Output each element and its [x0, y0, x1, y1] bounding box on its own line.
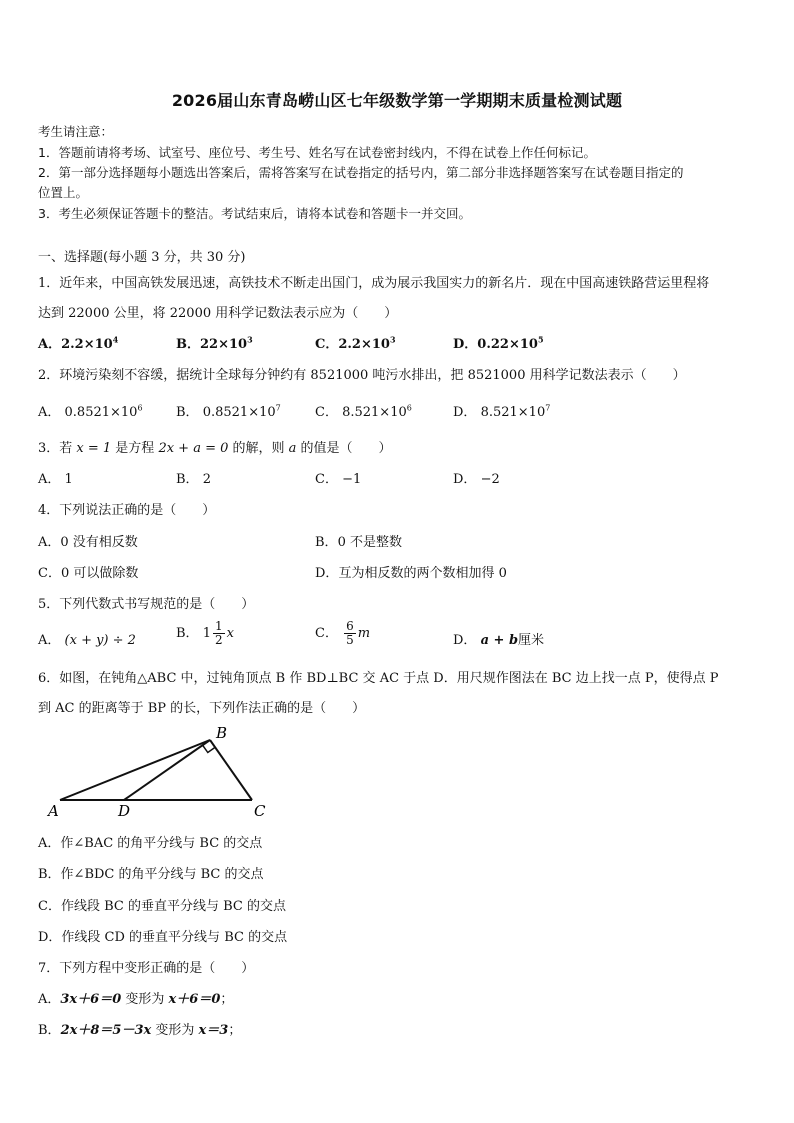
- notice-item-3: 3．考生必须保证答题卡的整洁。考试结束后，请将本试卷和答题卡一并交回。: [38, 206, 471, 221]
- q3-stem: 3．若 x = 1 是方程 2x + a = 0 的解，则 a 的值是（ ）: [38, 441, 392, 456]
- q7-option-b: B．2x＋8＝5－3x 变形为 x＝3；: [38, 1023, 242, 1038]
- q2-option-b: B． $0.8521\times 10^7$: [176, 403, 281, 420]
- q4-option-d: D．互为相反数的两个数相加得 0: [315, 566, 507, 581]
- point-a-label: A: [48, 802, 59, 820]
- point-d-label: D: [118, 802, 131, 820]
- q5-option-c: C． $\frac{6}{5}$ m: [315, 619, 371, 647]
- point-c-label: C: [254, 802, 266, 820]
- q4-stem: 4．下列说法正确的是（ ）: [38, 503, 216, 518]
- q2-option-d: D． $8.521\times 10^7$: [453, 403, 551, 420]
- q1-option-b: B．$22\times 10^3$: [176, 334, 253, 352]
- q1-option-a: A．$2.2\times 10^4$: [38, 334, 119, 352]
- q4-option-c: C．0 可以做除数: [38, 566, 139, 581]
- q2-option-c: C． $8.521\times 10^6$: [315, 403, 412, 420]
- q2-stem: 2．环境污染刻不容缓，据统计全球每分钟约有 8521000 吨污水排出，把 8521000 用科学记数法表示（ ）: [38, 368, 686, 383]
- segment-bc: [210, 740, 252, 800]
- q3-option-d: D． −2: [453, 472, 500, 487]
- point-b-label: B: [216, 724, 228, 742]
- q5-option-b: B． 1 $\frac{1}{2}$ x: [176, 619, 234, 647]
- q2-option-a: A． $0.8521\times 10^6$: [38, 403, 143, 420]
- q3-option-c: C． −1: [315, 472, 362, 487]
- page-title: 2026届山东青岛崂山区七年级数学第一学期期末质量检测试题: [171, 91, 623, 110]
- q1-stem-line1: 1．近年来，中国高铁发展迅速，高铁技术不断走出国门，成为展示我国实力的新名片．现在中国高速铁路营运里程将: [38, 276, 710, 291]
- q1-stem-line2: 达到 22000 公里，将 22000 用科学记数法表示应为（ ）: [38, 306, 398, 321]
- notice-item-1: 1．答题前请将考场、试室号、座位号、考生号、姓名写在试卷密封线内，不得在试卷上作任何标记。: [38, 145, 596, 160]
- segment-ab: [60, 740, 210, 800]
- q7-stem: 7．下列方程中变形正确的是（ ）: [38, 961, 255, 976]
- triangle-figure: [40, 724, 280, 820]
- q4-option-b: B．0 不是整数: [315, 535, 402, 550]
- q6-option-a: A．作∠BAC 的角平分线与 BC 的交点: [38, 836, 263, 851]
- section-heading: 一、选择题(每小题 3 分，共 30 分): [38, 250, 246, 265]
- q6-option-c: C．作线段 BC 的垂直平分线与 BC 的交点: [38, 899, 286, 914]
- q3-option-a: A． 1: [38, 472, 73, 487]
- notice-item-2: 2．第一部分选择题每小题选出答案后，需将答案写在试卷指定的括号内，第二部分非选择题答案写在试卷题目指定的: [38, 165, 684, 180]
- q5-option-d: D． a + b厘米: [453, 633, 545, 648]
- q1-option-c: C．$2.2\times 10^3$: [315, 334, 396, 352]
- q6-stem-line1: 6．如图，在钝角△ABC 中，过钝角顶点 B 作 BD⊥BC 交 AC 于点 D．用尺规作图法在 BC 边上找一点 P，使得点 P: [38, 671, 719, 686]
- q5-stem: 5．下列代数式书写规范的是（ ）: [38, 597, 255, 612]
- q6-stem-line2: 到 AC 的距离等于 BP 的长，下列作法正确的是（ ）: [38, 701, 366, 716]
- notice-item-2-cont: 位置上。: [38, 185, 89, 200]
- q7-option-a: A．3x＋6＝0 变形为 x＋6＝0；: [38, 992, 234, 1007]
- q1-option-d: D．$0.22\times 10^5$: [453, 334, 544, 352]
- q6-option-d: D．作线段 CD 的垂直平分线与 BC 的交点: [38, 930, 288, 945]
- q6-option-b: B．作∠BDC 的角平分线与 BC 的交点: [38, 867, 264, 882]
- q5-option-a: A． (x + y) ÷ 2: [38, 633, 136, 648]
- q3-option-b: B． 2: [176, 472, 211, 487]
- notice-heading: 考生请注意：: [38, 124, 114, 139]
- q4-option-a: A．0 没有相反数: [38, 535, 138, 550]
